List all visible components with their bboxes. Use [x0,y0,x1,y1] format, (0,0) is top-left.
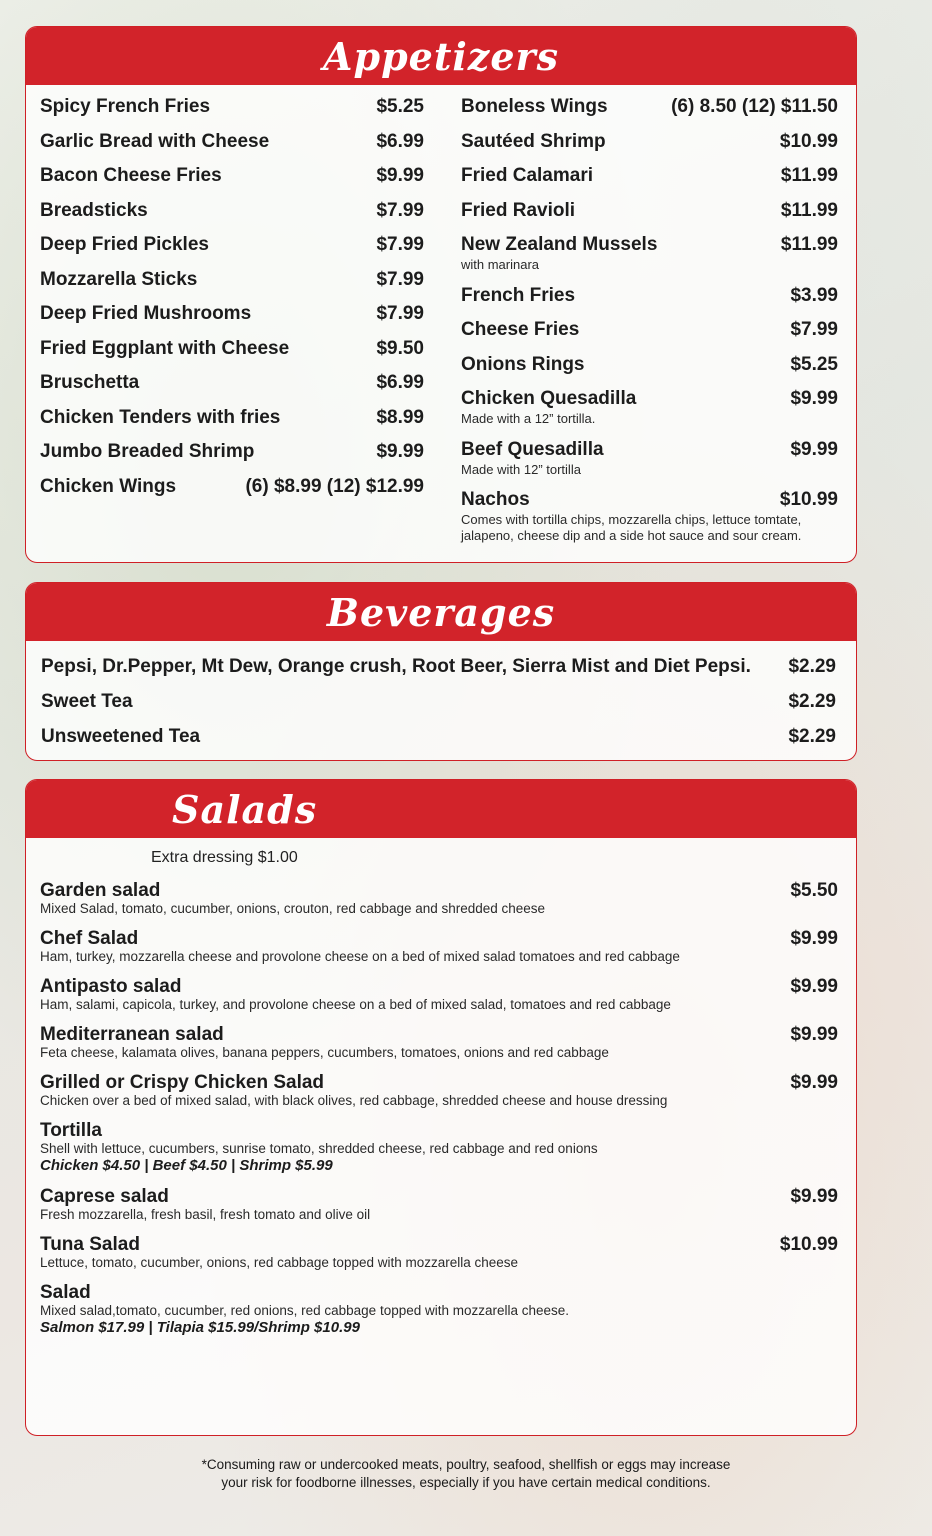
salad-item [40,879,838,917]
appetizers-right-column [461,95,838,555]
menu-item-description: Made with a 12” tortilla. [461,411,596,426]
menu-item [461,353,838,377]
menu-item [461,387,838,427]
salad-item-row [40,879,838,901]
menu-item-row [40,199,424,234]
menu-item-price: $10.99 [779,130,838,152]
menu-item-row [461,95,838,119]
menu-item-price: $5.25 [790,353,838,375]
menu-item-price: $9.99 [376,441,424,462]
salad-item-name: Tortilla [40,1120,102,1141]
salads-title: Salads [172,786,318,832]
menu-item-row [40,371,424,406]
menu-item-name: Cheese Fries [461,319,580,340]
menu-item-description: with marinara [461,257,540,272]
salad-item-name: Chef Salad [40,928,139,949]
menu-item-price: $7.99 [376,268,424,290]
beverage-item-price: $2.29 [788,656,836,677]
beverages-header [26,583,856,641]
menu-item-row [40,268,424,303]
menu-item-price: $3.99 [790,284,838,306]
menu-item-name: French Fries [461,284,576,306]
salad-item-price: $9.99 [790,976,838,997]
beverage-item-name: Pepsi, Dr.Pepper, Mt Dew, Orange crush, Root Beer, Sierra Mist and Diet Pepsi. [41,656,751,677]
salad-item-price: $9.99 [790,1072,838,1093]
menu-item-name: Deep Fried Mushrooms [40,303,252,324]
salad-item [40,975,838,1013]
menu-item-price: $7.99 [376,303,424,324]
salad-item-description: Shell with lettuce, cucumbers, sunrise tomato, shredded cheese, red cabbage and red onions [40,1141,598,1156]
menu-item-name: Fried Ravioli [461,199,576,221]
menu-item-name: Breadsticks [40,199,148,221]
menu-item-name: Chicken Quesadilla [461,388,637,409]
menu-item-row [40,406,424,441]
menu-item-name: Jumbo Breaded Shrimp [40,441,255,462]
salad-item-price: $5.50 [790,880,838,901]
menu-item-name: Garlic Bread with Cheese [40,130,270,152]
menu-item-name: Deep Fried Pickles [40,234,209,255]
salad-item-row [40,1281,838,1303]
menu-item-row [40,95,424,130]
menu-item [461,164,838,188]
beverages-title: Beverages [326,589,556,635]
menu-item-name: Chicken Wings [40,475,177,497]
beverage-item-price: $2.29 [788,726,836,747]
menu-item-row [40,475,424,510]
menu-item-row [461,318,838,342]
menu-item-name: Fried Eggplant with Cheese [40,337,290,359]
disclaimer-line-1: *Consuming raw or undercooked meats, poultry, seafood, shellfish or eggs may increase [201,1457,731,1472]
menu-item-price: $9.99 [790,438,838,460]
beverages-list [41,655,836,760]
salad-item [40,1185,838,1223]
menu-item-price: $6.99 [376,130,424,152]
menu-item-row [461,488,838,512]
menu-item-price: $11.99 [780,234,838,255]
menu-item-description: Made with 12” tortilla [461,461,581,477]
salad-item-row [40,927,838,949]
salad-item-description: Ham, salami, capicola, turkey, and provolone cheese on a bed of mixed salad, tomatoes and red cabbage [40,997,671,1012]
salad-item-row [40,1185,838,1207]
menu-item-price: $8.99 [376,406,424,428]
salad-item [40,927,838,965]
salad-item-row [40,1023,838,1045]
salad-item-row [40,1071,838,1093]
salad-item-price: $10.99 [779,1234,838,1255]
menu-item-name: Boneless Wings [461,96,608,117]
salad-item-description: Lettuce, tomato, cucumber, onions, red cabbage topped with mozzarella cheese [40,1255,519,1270]
menu-item-row [461,353,838,377]
menu-item-row [461,284,838,308]
menu-item-name: Fried Calamari [461,165,593,186]
salad-item-name: Caprese salad [40,1186,169,1207]
salad-item [40,1119,838,1175]
salad-item-row [40,975,838,997]
menu-item-row [461,233,838,257]
beverages-section [25,582,857,761]
menu-item-price: $9.99 [790,388,838,409]
salad-item [40,1023,838,1061]
menu-item-price: $9.50 [376,337,424,359]
salads-section [25,779,857,1436]
menu-item-price: (6) 8.50 (12) $11.50 [671,96,838,117]
menu-item-price: $7.99 [790,319,838,340]
salad-item-name: Mediterranean salad [40,1024,224,1045]
menu-item-row [40,164,424,199]
menu-item-description: Comes with tortilla chips, mozzarella chips, lettuce tomtate, jalapeno, cheese dip and a side hot sauce and sour cream. [461,512,802,543]
menu-item-price: $11.99 [780,199,838,221]
beverage-item-name: Unsweetened Tea [41,726,201,747]
menu-item-price: $7.99 [376,234,424,255]
salad-item-options: Salmon $17.99 | Tilapia $15.99/Shrimp $10.99 [40,1319,360,1336]
disclaimer-line-2: your risk for foodborne illnesses, especially if you have certain medical conditions. [221,1475,711,1490]
beverage-item-price: $2.29 [788,691,836,712]
beverage-item-row [41,655,836,690]
menu-item [461,318,838,342]
appetizers-title: Appetizers [323,33,559,79]
salad-item-name: Grilled or Crispy Chicken Salad [40,1072,325,1093]
menu-item-row [461,387,838,411]
menu-item-row [40,440,424,475]
salad-item [40,1233,838,1271]
menu-item-name: Nachos [461,489,530,510]
menu-item [461,284,838,308]
beverage-item-row [41,725,836,760]
menu-item-name: Mozzarella Sticks [40,268,198,290]
salad-item-description: Ham, turkey, mozzarella cheese and provolone cheese on a bed of mixed salad tomatoes and red cabbage [40,949,680,964]
salad-item-name: Antipasto salad [40,976,182,997]
menu-item-row [40,337,424,372]
menu-item-name: Bruschetta [40,372,140,393]
salad-item [40,1071,838,1109]
menu-item [461,233,838,273]
menu-item-name: Spicy French Fries [40,96,211,117]
menu-item-row [461,164,838,188]
menu-item [461,488,838,544]
menu-item [461,199,838,223]
menu-item-row [461,438,838,462]
menu-item [461,95,838,119]
beverage-item-name: Sweet Tea [41,691,133,712]
menu-item-price: $11.99 [780,165,838,186]
beverage-item-row [41,690,836,725]
salads-header [26,780,856,838]
menu-item-name: Beef Quesadilla [461,438,604,460]
appetizers-header [26,27,856,85]
salad-item-description: Mixed Salad, tomato, cucumber, onions, crouton, red cabbage and shredded cheese [40,901,546,916]
appetizers-left-column [40,95,424,509]
salad-item [40,1281,838,1337]
salad-item-row [40,1119,838,1141]
salad-item-description: Mixed salad,tomato, cucumber, red onions, red cabbage topped with mozzarella cheese. [40,1303,570,1318]
salads-list [40,879,838,1347]
salad-item-name: Salad [40,1282,91,1303]
food-safety-disclaimer [0,1456,932,1492]
menu-item-row [461,130,838,154]
menu-item-price: $9.99 [376,165,424,186]
menu-item-price: $10.99 [779,489,838,510]
salad-item-description: Fresh mozzarella, fresh basil, fresh tomato and olive oil [40,1207,371,1222]
salad-item-row [40,1233,838,1255]
menu-item-name: Chicken Tenders with fries [40,406,281,428]
menu-item-name: Onions Rings [461,353,585,375]
salad-item-name: Tuna Salad [40,1234,140,1255]
menu-item-price: $7.99 [376,199,424,221]
salad-item-price: $9.99 [790,928,838,949]
menu-item-name: New Zealand Mussels [461,234,658,255]
menu-item-price: (6) $8.99 (12) $12.99 [245,475,424,497]
appetizers-section [25,26,857,563]
salads-dressing-note: Extra dressing $1.00 [151,849,298,866]
salad-item-options: Chicken $4.50 | Beef $4.50 | Shrimp $5.99 [40,1157,333,1174]
salad-item-description: Chicken over a bed of mixed salad, with black olives, red cabbage, shredded cheese and house dressing [40,1093,668,1108]
menu-item-price: $5.25 [376,96,424,117]
menu-item-row [40,130,424,165]
salad-item-price: $9.99 [790,1186,838,1207]
salad-item-name: Garden salad [40,880,161,901]
menu-item-name: Sautéed Shrimp [461,130,606,152]
salad-item-description: Feta cheese, kalamata olives, banana peppers, cucumbers, tomatoes, onions and red cabbage [40,1045,609,1060]
menu-item-row [40,233,424,268]
salad-item-price: $9.99 [790,1024,838,1045]
menu-item [461,438,838,478]
menu-item-price: $6.99 [376,372,424,393]
menu-item-row [40,302,424,337]
menu-item-row [461,199,838,223]
menu-item-name: Bacon Cheese Fries [40,165,222,186]
menu-item [461,130,838,154]
